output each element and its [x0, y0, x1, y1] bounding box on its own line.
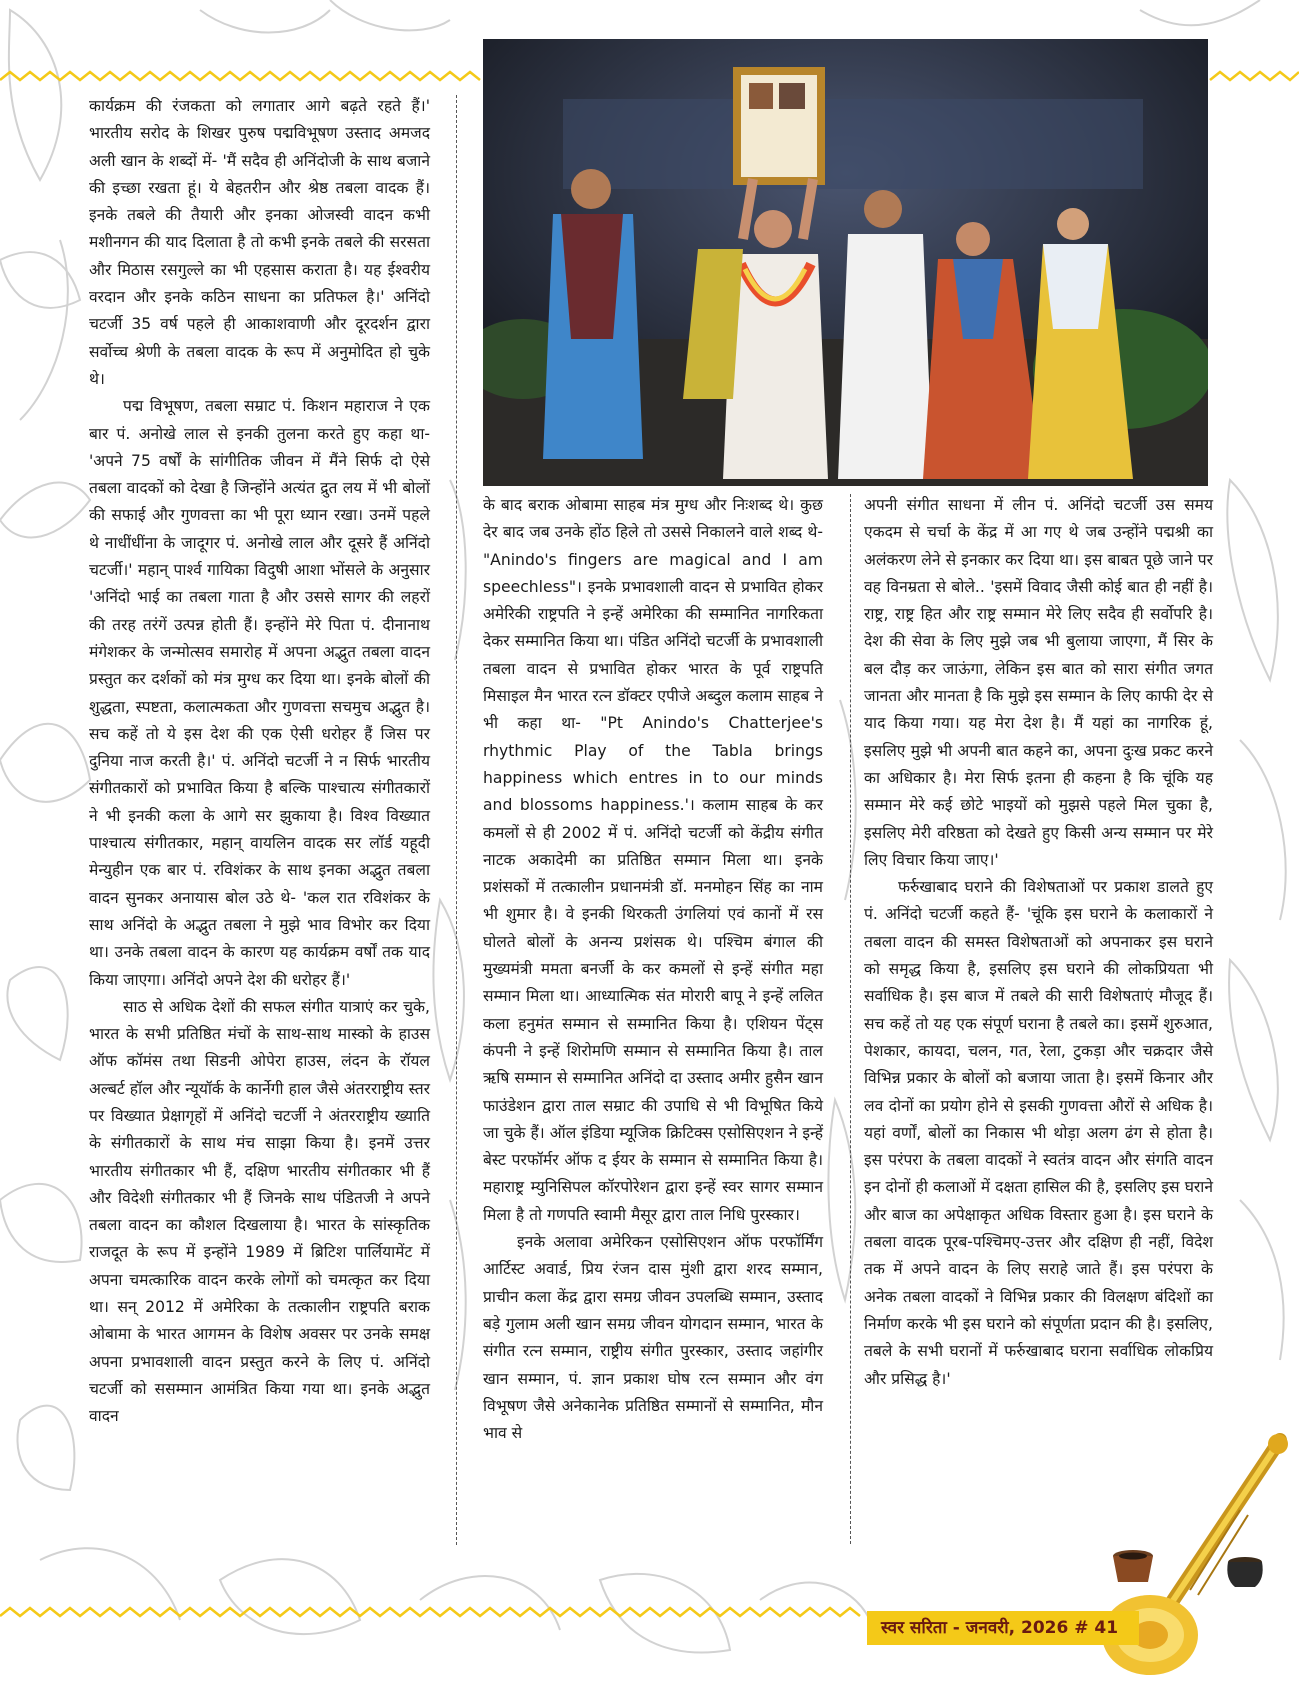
- article-column-1: [89, 93, 430, 1431]
- paragraph: अपनी संगीत साधना में लीन पं. अनिंदो चटर्जी उस समय एकदम से चर्चा के केंद्र में आ गए थे जब उन्होंने पद्मश्री का अलंकरण लेने से इनकार कर दिया था। इस बाबत पूछे जाने पर वह विनम्रता से बोले.. 'इसमें विवाद जैसी कोई बात ही नहीं है। राष्ट्र, राष्ट्र हित और राष्ट्र सम्मान मेरे लिए सदैव ही सर्वोपरि है। देश की सेवा के लिए मुझे जब भी बुलाया जाएगा, मैं सिर के बल दौड़ कर जाऊंगा, लेकिन इस बात को सारा संगीत जगत जानता और मानता है कि मुझे इस सम्मान के लिए काफी देर से याद किया गया। यह मेरा देश है। मैं यहां का नागरिक हूं, इसलिए मुझे भी अपनी बात कहने का, अपना दुःख प्रकट करने का अधिकार है। मेरा सिर्फ इतना ही कहना है कि चूंकि यह सम्मान मेरे कई छोटे भाइयों को मुझसे पहले मिल चुका है, इसलिए मेरी वरिष्ठता को देखते हुए किसी अन्य सम्मान पर मेरे लिए विचार किया जाए।': [864, 496, 1213, 869]
- paragraph: इनके अलावा अमेरिकन एसोसिएशन ऑफ परफॉर्मिंग आर्टिस्ट अवार्ड, प्रिय रंजन दास मुंशी द्वारा शरद सम्मान, प्राचीन कला केंद्र द्वारा समग्र जीवन उपलब्धि सम्मान, उस्ताद बड़े गुलाम अली खान समग्र जीवन योगदान सम्मान, भारत के संगीत रत्न सम्मान, राष्ट्रीय संगीत पुरस्कार, उस्ताद जहांगीर खान सम्मान, पं. ज्ञान प्रकाश घोष रत्न सम्मान और वंग विभूषण जैसे अनेकानेक प्रतिष्ठित सम्मानों से सम्मानित, मौन भाव से: [483, 1233, 823, 1443]
- paragraph: के बाद बराक ओबामा साहब मंत्र मुग्ध और निःशब्द थे। कुछ देर बाद जब उनके होंठ हिले तो उससे निकालने वाले शब्द थे- "Anindo's fingers are magical and I am speechless"। इनके प्रभावशाली वादन से प्रभावित होकर अमेरिकी राष्ट्रपति ने इन्हें अमेरिका की सम्मानित नागरिकता देकर सम्मानित किया था। पंडित अनिंदो चटर्जी के प्रभावशाली तबला वादन से प्रभावित होकर भारत के पूर्व राष्ट्रपति मिसाइल मैन भारत रत्न डॉक्टर एपीजे अब्दुल कलाम साहब ने भी कहा था- "Pt Anindo's Chatterjee's rhythmic Play of the Tabla brings happiness which entres in to our minds and blossoms happiness.'। कलाम साहब के कर कमलों से ही 2002 में पं. अनिंदो चटर्जी को केंद्रीय संगीत नाटक अकादेमी का प्रतिष्ठित सम्मान मिला था। इनके प्रशंसकों में तत्कालीन प्रधानमंत्री डॉ. मनमोहन सिंह का नाम भी शुमार है। वे इनकी थिरकती उंगलियां एवं कानों में रस घोलते बोलों के अनन्य प्रशंसक थे। पश्चिम बंगाल की मुख्यमंत्री ममता बनर्जी के कर कमलों से इन्हें संगीत महा सम्मान मिला था। आध्यात्मिक संत मोरारी बापू ने इन्हें ललित कला हनुमंत सम्मान से सम्मानित किया है। एशियन पेंट्स कंपनी ने इन्हें शिरोमणि सम्मान से सम्मानित किया है। ताल ऋषि सम्मान से सम्मानित अनिंदो दा उस्ताद अमीर हुसैन खान फाउंडेशन द्वारा ताल सम्राट की उपाधि से भी विभूषित किये जा चुके हैं। ऑल इंडिया म्यूजिक क्रिटिक्स एसोसिएशन ने इन्हें बेस्ट परफॉर्मर ऑफ द ईयर के सम्मान से सम्मानित किया है। महाराष्ट्र म्युनिसिपल कॉरपोरेशन द्वारा इन्हें स्वर सागर सम्मान मिला है तो गणपति स्वामी मैसूर द्वारा ताल निधि पुरस्कार।: [483, 496, 823, 1224]
- sitar-icon: [1090, 1430, 1295, 1685]
- paragraph: कार्यक्रम की रंजकता को लगातार आगे बढ़ते रहते हैं।' भारतीय सरोद के शिखर पुरुष पद्मविभूषण उस्ताद अमजद अली खान के शब्दों में- 'मैं सदैव ही अनिंदोजी के साथ बजाने की इच्छा रखता हूं। ये बेहतरीन और श्रेष्ठ तबला वादक हैं। इनके तबले की तैयारी और इनका ओजस्वी वादन कभी मशीनगन की याद दिलाता है तो कभी इनके तबले की सरसता और मिठास रसगुल्ले का भी एहसास कराता है। यह ईश्वरीय वरदान और इनके कठिन साधना का प्रतिफल है।' अनिंदो चटर्जी 35 वर्ष पहले ही आकाशवाणी और दूरदर्शन द्वारा सर्वोच्च श्रेणी के तबला वादक के रूप में अनुमोदित हो चुके थे।: [89, 97, 430, 388]
- article-column-3: [864, 492, 1213, 1393]
- article-column-2: [483, 492, 823, 1447]
- column-divider-right: [850, 494, 851, 1544]
- paragraph: साठ से अधिक देशों की सफल संगीत यात्राएं कर चुके, भारत के सभी प्रतिष्ठित मंचों के साथ-साथ मास्को के हाउस ऑफ कॉमंस तथा सिडनी ओपेरा हाउस, लंदन के रॉयल अल्बर्ट हॉल और न्यूयॉर्क के कार्नेगी हाल जैसे अंतरराष्ट्रीय स्तर पर विख्यात प्रेक्षागृहों में अनिंदो चटर्जी ने अंतरराष्ट्रीय ख्याति के संगीतकारों के साथ मंच साझा किया है। इनमें उत्तर भारतीय संगीतकार भी हैं, दक्षिण भारतीय संगीतकार भी हैं और विदेशी संगीतकार भी हैं जिनके साथ पंडितजी ने अपने तबला वादन का कौशल दिखलाया है। भारत के सांस्कृतिक राजदूत के रूप में इन्होंने 1989 में ब्रिटिश पार्लियामेंट में अपना चमत्कारिक वादन करके लोगों को चमत्कृत कर दिया था। सन् 2012 में अमेरिका के तत्कालीन राष्ट्रपति बराक ओबामा के भारत आगमन के विशेष अवसर पर उनके समक्ष अपना प्रभावशाली वादन प्रस्तुत करने के लिए पं. अनिंदो चटर्जी को ससम्मान आमंत्रित किया गया था। इनके अद्भुत वादन: [89, 997, 430, 1426]
- page-footer: स्वर सरिता - जनवरी, 2026 # 41: [867, 1611, 1139, 1645]
- paragraph: फर्रुखाबाद घराने की विशेषताओं पर प्रकाश डालते हुए पं. अनिंदो चटर्जी कहते हैं- 'चूंकि इस घराने के कलाकारों ने तबला वादन की समस्त विशेषताओं को अपनाकर इस घराने को समृद्ध किया है, इसलिए इस घराने की लोकप्रियता भी सर्वाधिक है। इस बाज में तबले की सारी विशेषताएं मौजूद हैं। सच कहें तो यह एक संपूर्ण घराना है तबले का। इसमें शुरुआत, पेशकार, कायदा, चलन, गत, रेला, टुकड़ा और चक्रदार जैसे विभिन्न प्रकार के बोलों को बजाया जाता है। इसमें किनार और लव दोनों का प्रयोग होने से इसकी गुणवत्ता औरों से अधिक है। यहां वर्णों, बोलों का निकास भी थोड़ा अलग ढंग से होता है। इस परंपरा के तबला वादकों ने स्वतंत्र वादन और संगति वादन इन दोनों ही कलाओं में दक्षता हासिल की है, इसलिए इस घराने और बाज का अपेक्षाकृत अधिक विस्तार हुआ है। इस घराने के तबला वादक पूरब-पश्चिमए-उत्तर और दक्षिण ही नहीं, विदेश तक में अपने वादन के लिए सराहे जाते हैं। इस परंपरा के अनेक तबला वादकों ने विभिन्न प्रकार की विलक्षण बंदिशों का निर्माण करके भी इस घराने को संपूर्णता प्रदान की है। इसलिए, तबले के सभी घरानों में फर्रुखाबाद घराना सर्वाधिक लोकप्रिय और प्रसिद्ध है।': [864, 878, 1213, 1388]
- paragraph: पद्म विभूषण, तबला सम्राट पं. किशन महाराज ने एक बार पं. अनोखे लाल से इनकी तुलना करते हुए कहा था- 'अपने 75 वर्षों के सांगीतिक जीवन में मैंने सिर्फ दो ऐसे तबला वादकों को देखा है जिन्होंने अत्यंत द्रुत लय में भी बोलों की सफाई और गुणवत्ता का भी पूरा ध्यान रखा। उनमें पहले थे नाधींधींना के जादूगर पं. अनोखे लाल और दूसरे हैं अनिंदो चटर्जी।' महान् पार्श्व गायिका विदुषी आशा भोंसले के अनुसार 'अनिंदो भाई का तबला गाता है और उससे सागर की लहरों की तरह तरंगें उत्पन्न होती हैं। इन्होंने मेरे पिता पं. दीनानाथ मंगेशकर के जन्मोत्सव समारोह में अपना अद्भुत तबला वादन प्रस्तुत कर दर्शकों को मंत्र मुग्ध कर दिया था। इनके बोलों की शुद्धता, स्पष्टता, कलात्मकता और गुणवत्ता सचमुच अद्भुत है। सच कहें तो ये इस देश की एक ऐसी धरोहर हैं जिस पर दुनिया नाज करती है।' पं. अनिंदो चटर्जी ने न सिर्फ भारतीय संगीतकारों को प्रभावित किया है बल्कि पाश्चात्य संगीतकारों ने भी इनकी कला के आगे सर झुकाया है। विश्व विख्यात पाश्चात्य संगीतकार, महान् वायलिन वादक सर लॉर्ड यहूदी मेन्युहीन एक बार पं. रविशंकर के साथ इनका अद्भुत तबला वादन सुनकर अनायास बोल उठे थे- 'कल रात रविशंकर के साथ अनिंदो के अद्भुत तबला ने मुझे भाव विभोर कर दिया था। उनके तबला वादन के कारण यह कार्यक्रम वर्षों तक याद किया जाएगा। अनिंदो अपने देश की धरोहर हैं।': [89, 397, 430, 989]
- column-divider-left: [456, 95, 457, 1545]
- award-ceremony-photo: [483, 39, 1208, 486]
